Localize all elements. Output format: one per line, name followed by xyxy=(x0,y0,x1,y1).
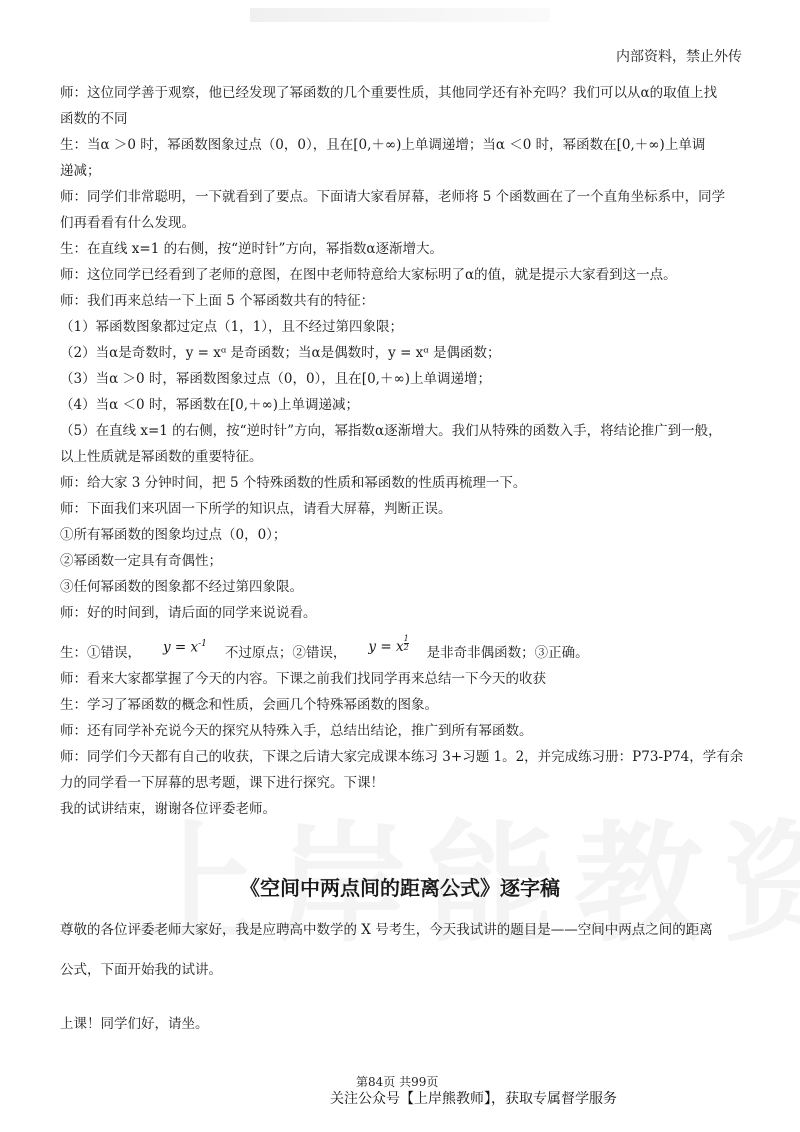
text-line: 师：还有同学补充说今天的探究从特殊入手，总结出结论，推广到所有幂函数。 xyxy=(60,723,533,739)
formula-x-power-neg1: $y = x^{-1}$ xyxy=(163,638,207,655)
text-line: 师：我们再来总结一下上面 5 个幂函数共有的特征： xyxy=(60,293,375,309)
text-line: 力的同学看一下屏幕的思考题，课下进行探究。下课！ xyxy=(60,775,384,791)
text-line: ①所有幂函数的图象均过点（0，0）； xyxy=(60,527,287,543)
text-line: 们再看看有什么发现。 xyxy=(60,215,195,231)
answer-suffix: 是非奇非偶函数；③正确。 xyxy=(426,645,589,661)
text-line: （2）当α是奇数时，y = xᵅ 是奇函数；当α是偶数时，y = xᵅ 是偶函数； xyxy=(60,345,501,361)
text-line: 师：好的时间到，请后面的同学来说说看。 xyxy=(60,605,317,621)
text-line: （3）当α ＞0 时，幂函数图象过点（0，0），且在[0,＋∞)上单调递增； xyxy=(60,371,491,387)
answer-prefix: 生：①错误， xyxy=(60,645,141,661)
section-paragraph: 公式，下面开始我的试讲。 xyxy=(60,962,222,978)
header-note: 内部资料，禁止外传 xyxy=(616,49,742,65)
page-number: 第84页 共99页 xyxy=(356,1075,439,1089)
section-paragraph: 尊敬的各位评委老师大家好，我是应聘高中数学的 X 号考生，今天我试讲的题目是——空间中两点之间的距离 xyxy=(60,922,713,938)
answer-line xyxy=(60,626,750,666)
footer-promo: 关注公众号【上岸熊教师】，获取专属督学服务 xyxy=(330,1091,617,1107)
text-line: 师：下面我们来巩固一下所学的知识点，请看大屏幕，判断正误。 xyxy=(60,501,452,517)
text-line: 生：当α ＞0 时，幂函数图象过点（0，0），且在[0,＋∞)上单调递增；当α ＜0 时，幂函数在[0,＋∞)上单调 xyxy=(60,137,706,153)
text-line: 我的试讲结束，谢谢各位评委老师。 xyxy=(60,801,276,817)
section-title: 《空间中两点间的距离公式》逐字稿 xyxy=(240,876,560,900)
text-line: 师：这位同学已经看到了老师的意图，在图中老师特意给大家标明了α的值，就是提示大家看到这一点。 xyxy=(60,267,677,283)
text-line: ③任何幂函数的图象都不经过第四象限。 xyxy=(60,579,303,595)
section-paragraph: 上课！同学们好，请坐。 xyxy=(60,1016,209,1032)
text-line: （4）当α ＜0 时，幂函数在[0,＋∞)上单调递减； xyxy=(60,397,360,413)
text-line: 递减； xyxy=(60,163,101,179)
text-line: 生：在直线 x=1 的右侧，按“逆时针”方向，幂指数α逐渐增大。 xyxy=(60,241,444,257)
transcript-body xyxy=(60,80,750,822)
text-line: （1）幂函数图象都过定点（1，1），且不经过第四象限； xyxy=(60,319,404,335)
text-line: 师：看来大家都掌握了今天的内容。下课之前我们找同学再来总结一下今天的收获 xyxy=(60,671,546,687)
text-line: 师：同学们今天都有自己的收获，下课之后请大家完成课本练习 3+习题 1。2，并完成练习册：P73-P74，学有余 xyxy=(60,749,744,765)
text-line: 函数的不同 xyxy=(60,111,128,127)
text-line: 师：同学们非常聪明，一下就看到了要点。下面请大家看屏幕，老师将 5 个函数画在了一个直角坐标系中，同学 xyxy=(60,189,726,205)
top-cropped-strip xyxy=(250,8,550,22)
formula-x-power-half: y = x $\frac{1}{2}$ xyxy=(368,634,409,655)
text-line: 师：给大家 3 分钟时间，把 5 个特殊函数的性质和幂函数的性质再梳理一下。 xyxy=(60,475,527,491)
text-line: 生：学习了幂函数的概念和性质，会画几个特殊幂函数的图象。 xyxy=(60,697,438,713)
text-line: 师：这位同学善于观察，他已经发现了幂函数的几个重要性质，其他同学还有补充吗？我们可以从α的取值上找 xyxy=(60,85,718,101)
answer-middle: 不过原点；②错误， xyxy=(224,645,347,661)
text-line: （5）在直线 x=1 的右侧，按“逆时针”方向，幂指数α逐渐增大。我们从特殊的函数入手，将结论推广到一般， xyxy=(60,423,722,439)
text-line: 以上性质就是幂函数的重要特征。 xyxy=(60,449,263,465)
text-line: ②幂函数一定具有奇偶性； xyxy=(60,553,222,569)
